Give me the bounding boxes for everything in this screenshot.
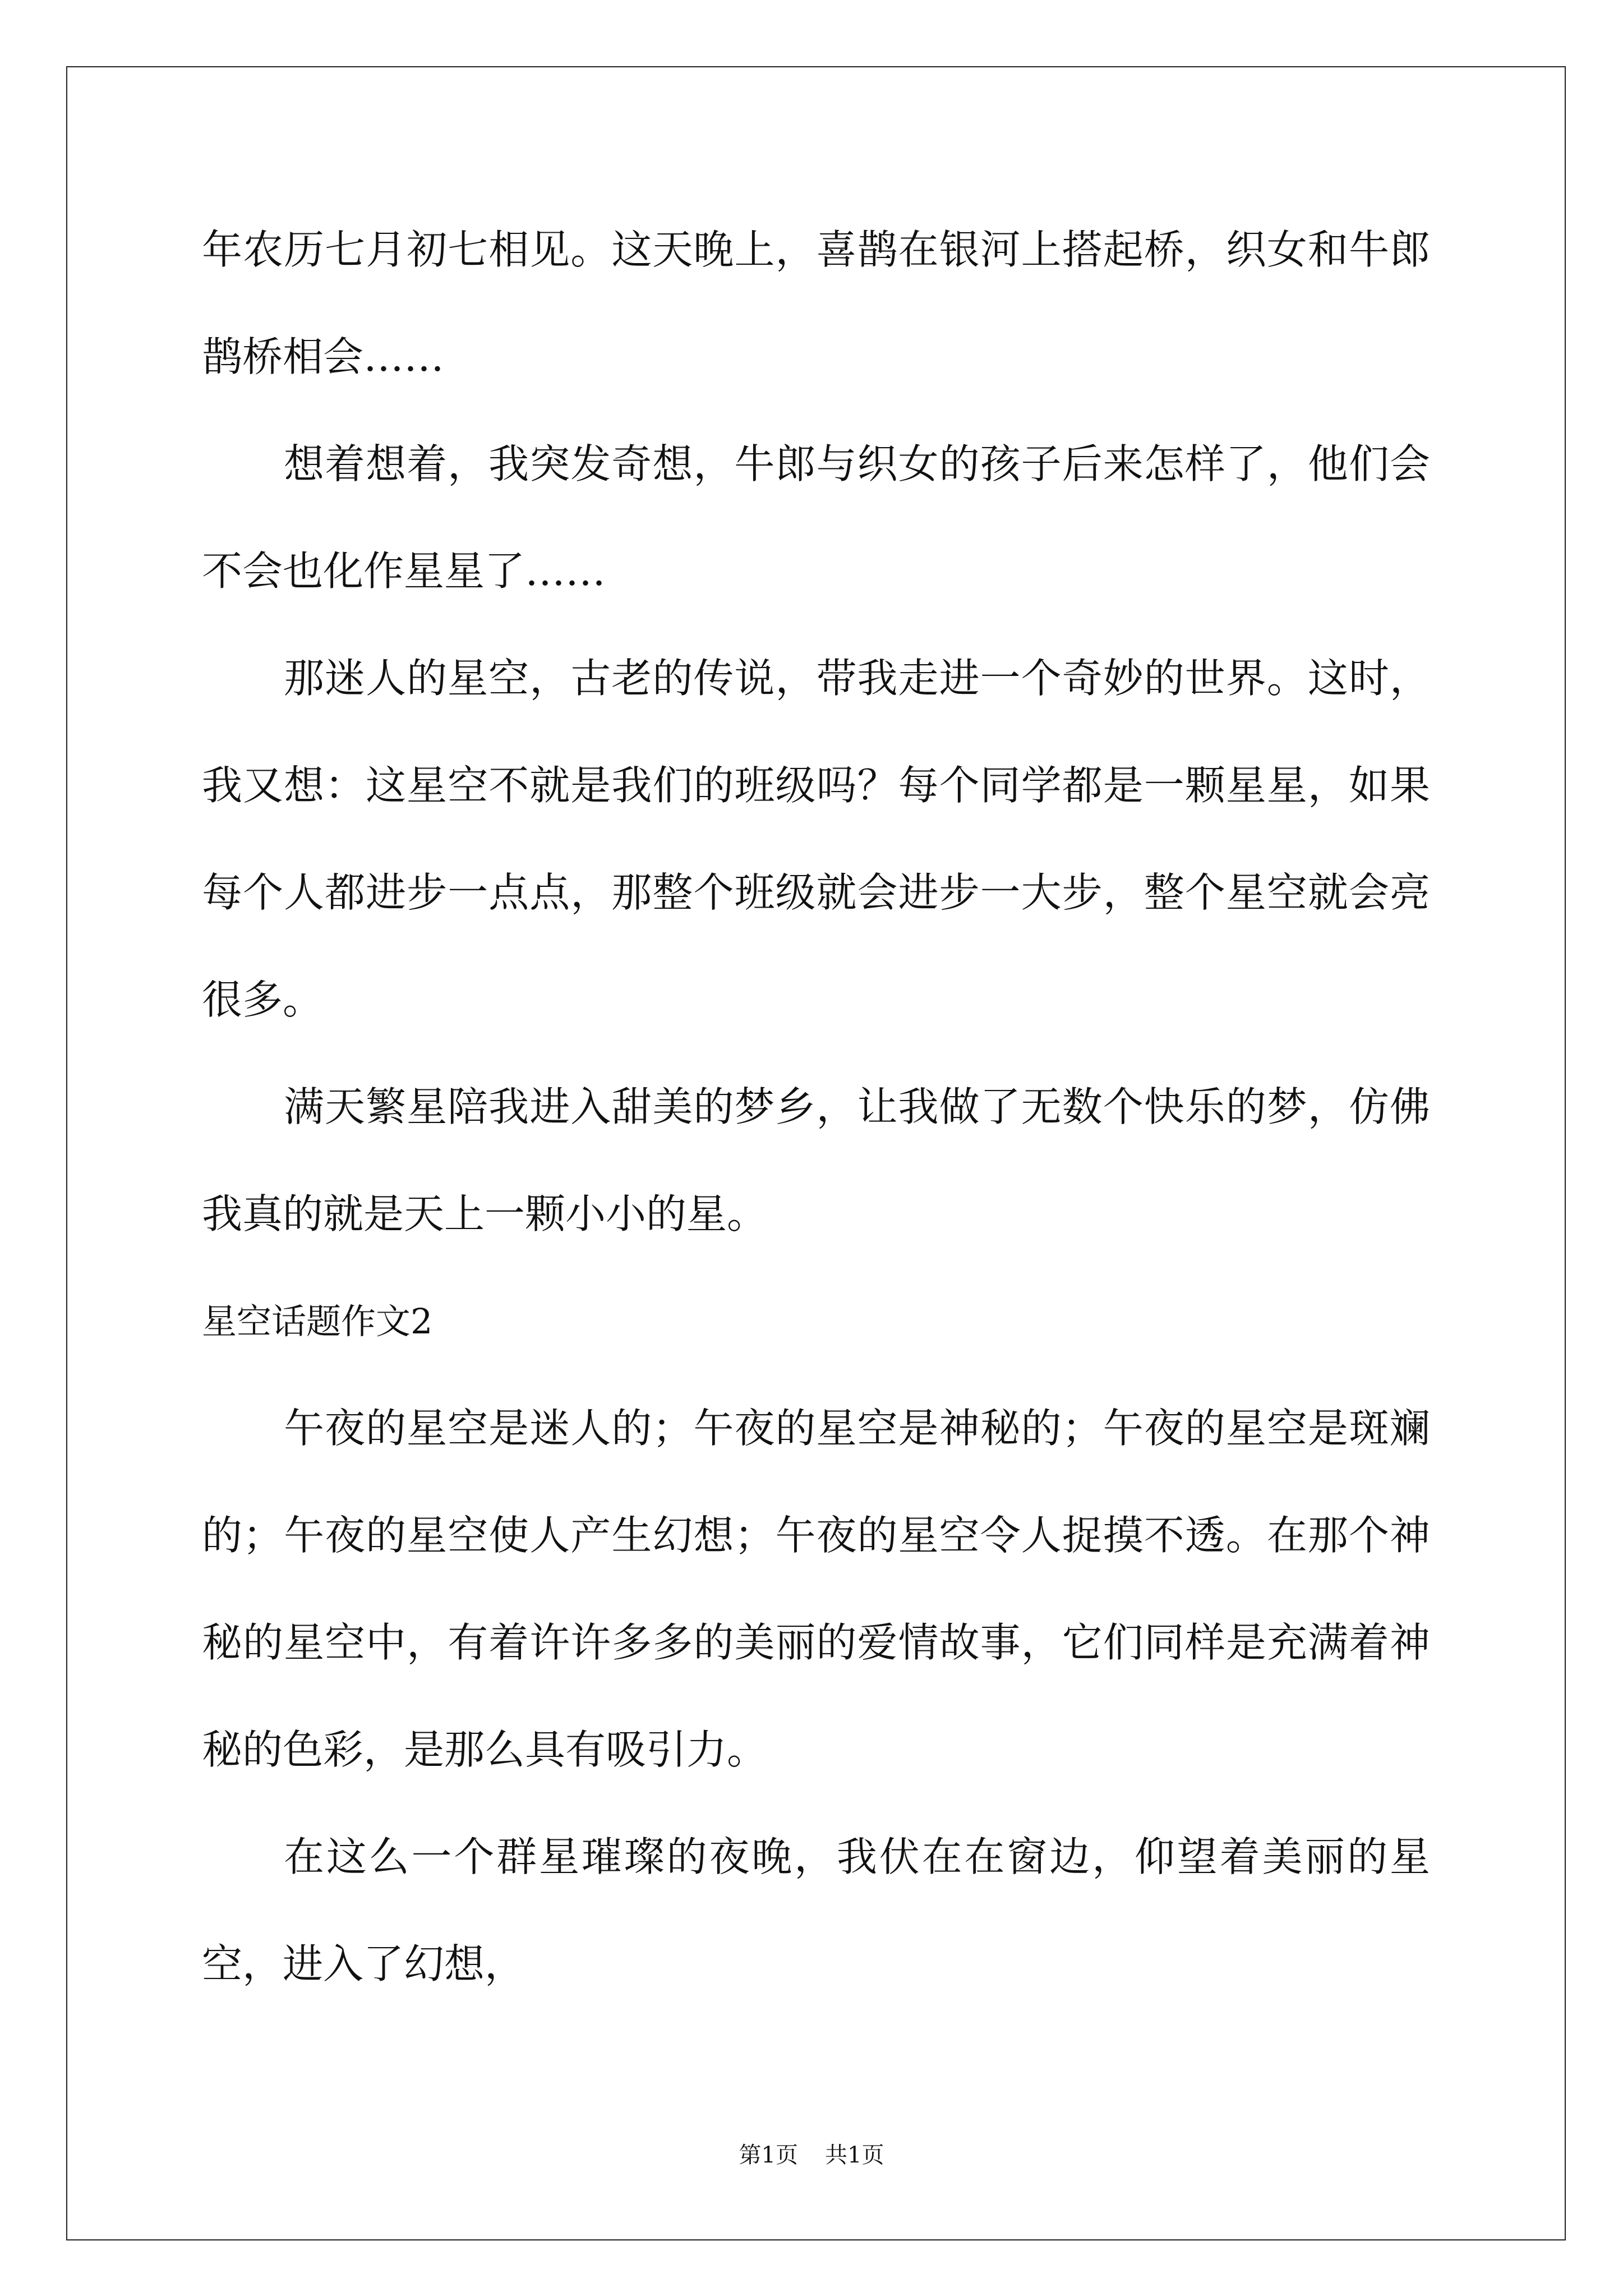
section-heading: 星空话题作文2 bbox=[202, 1301, 433, 1342]
document-body bbox=[202, 196, 1430, 2018]
paragraph bbox=[202, 1053, 1430, 1268]
paragraph-line: 我真的就是天上一颗小小的星。 bbox=[202, 1190, 768, 1237]
paragraph-line: 在这么一个群星璀璨的夜晚，我伏在在窗边，仰望着美丽的星 bbox=[284, 1833, 1430, 1880]
page-footer bbox=[0, 2138, 1623, 2172]
page-number: 第1页 bbox=[739, 2142, 798, 2168]
paragraph-line: 想着想着，我突发奇想，牛郎与织女的孩子后来怎样了，他们会 bbox=[284, 440, 1430, 487]
paragraph-line: 秘的星空中，有着许许多多的美丽的爱情故事，它们同样是充满着神 bbox=[202, 1619, 1430, 1666]
paragraph bbox=[202, 1803, 1430, 2018]
paragraph-line: 那迷人的星空，古老的传说，带我走进一个奇妙的世界。这时， bbox=[284, 655, 1430, 702]
paragraph-line: 秘的色彩，是那么具有吸引力。 bbox=[202, 1726, 768, 1773]
paragraph-line: 午夜的星空是迷人的；午夜的星空是神秘的；午夜的星空是斑斓 bbox=[284, 1405, 1430, 1452]
paragraph bbox=[202, 1375, 1430, 1803]
paragraph-line: 年农历七月初七相见。这天晚上，喜鹊在银河上搭起桥，织女和牛郎 bbox=[202, 226, 1430, 273]
paragraph-line: 满天繁星陪我进入甜美的梦乡，让我做了无数个快乐的梦，仿佛 bbox=[284, 1083, 1430, 1130]
paragraph-line: 很多。 bbox=[202, 976, 324, 1023]
paragraph-line: 鹊桥相会…… bbox=[202, 333, 445, 380]
paragraph-line: 我又想：这星空不就是我们的班级吗？每个同学都是一颗星星，如果 bbox=[202, 762, 1430, 809]
paragraph bbox=[202, 411, 1430, 625]
paragraph-line: 不会也化作星星了…… bbox=[202, 547, 606, 595]
page-total: 共1页 bbox=[825, 2142, 884, 2168]
paragraph-line: 每个人都进步一点点，那整个班级就会进步一大步，整个星空就会亮 bbox=[202, 869, 1430, 916]
paragraph bbox=[202, 625, 1430, 1053]
paragraph-line: 的；午夜的星空使人产生幻想；午夜的星空令人捉摸不透。在那个神 bbox=[202, 1512, 1430, 1559]
paragraph bbox=[202, 196, 1430, 411]
paragraph-line: 空，进入了幻想， bbox=[202, 1940, 525, 1987]
